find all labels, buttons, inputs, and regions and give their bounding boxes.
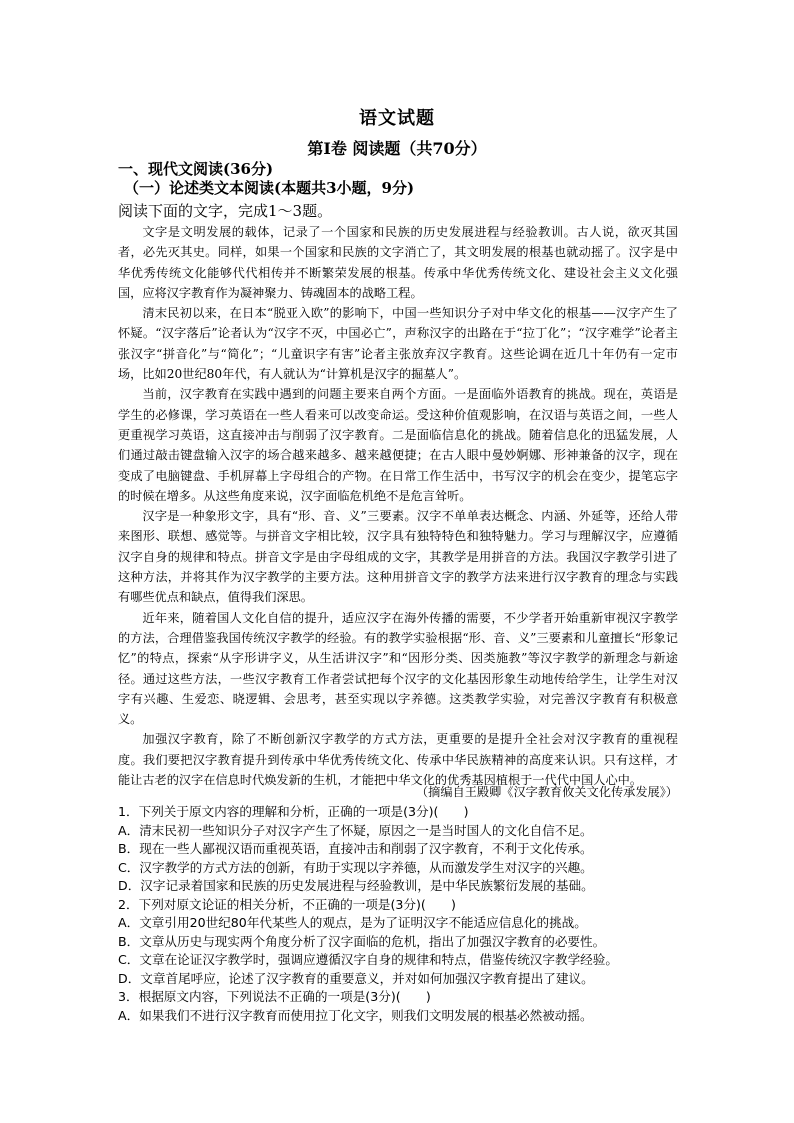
question-stem: 1．下列关于原文内容的理解和分析，正确的一项是(3分)( )	[118, 804, 469, 819]
passage-paragraph: 汉字是一种象形文字，具有“形、音、义”三要素。汉字不单单表达概念、内涵、外延等，还给人带来图形、联想、感觉等。与拼音文字相比较，汉字具有独特特色和独特魅力。学习与理解汉字，应遵循汉字自身的规律和特点。拼音文字是由字母组成的文字，其教学是用拼音的方法。我国汉字教学引进了这种方法，并将其作为汉字教学的主要方法。这种用拼音文字的教学方法来进行汉字教育的理念与实践有哪些优点和缺点，值得我们深思。	[118, 509, 678, 605]
answer-option: D．汉字记录着国家和民族的历史发展进程与经验教训，是中华民族繁衍发展的基础。	[118, 878, 594, 893]
passage-paragraph: 加强汉字教育，除了不断创新汉字教学的方式方法，更重要的是提升全社会对汉字教育的重视程度。我们要把汉字教育提升到传承中华优秀传统文化、传承中华民族精神的高度来认识。只有这样，才能让古老的汉字在信息时代焕发新的生机，才能把中华文化的优秀基因植根于一代代中国人心中。	[118, 732, 678, 788]
answer-option: B．文章从历史与现实两个角度分析了汉字面临的危机，指出了加强汉字教育的必要性。	[118, 933, 606, 949]
answer-option: A．如果我们不进行汉字教育而使用拉丁化文字，则我们文明发展的根基必然被动摇。	[118, 1007, 593, 1023]
passage-paragraph: 文字是文明发展的载体，记录了一个国家和民族的历史发展进程与经验教训。古人说，欲灭其国者，必先灭其史。同样，如果一个国家和民族的文字消亡了，其文明发展的根基也就动摇了。汉字是中华优秀传统文化能够代代相传并不断繁荣发展的根基。传承中华优秀传统文化、建设社会主义文化强国，应将汉字教育作为凝神聚力、铸魂固本的战略工程。	[118, 225, 678, 300]
question-stem: 2．下列对原文论证的相关分析，不正确的一项是(3分)( )	[118, 896, 456, 912]
page-title: 语文试题	[359, 108, 435, 129]
passage-paragraph: 清末民初以来，在日本“脱亚入欧”的影响下，中国一些知识分子对中华文化的根基——汉字产生了怀疑。“汉字落后”论者认为“汉字不灭，中国必亡”，声称汉字的出路在于“拉丁化”；“汉字难学”论者主张汉字“拼音化”与“简化”；“儿童识字有害”论者主张放弃汉字教育。这些论调在近几十年仍有一定市场，比如20世纪80年代，有人就认为“计算机是汉字的掘墓人”。	[118, 306, 678, 382]
subsection-heading: （一）论述类文本阅读(本题共3小题，9分)	[124, 179, 415, 197]
answer-option: A．清末民初一些知识分子对汉字产生了怀疑，原因之一是当时国人的文化自信不足。	[118, 822, 593, 838]
question-list	[118, 803, 678, 1025]
passage-paragraph: 近年来，随着国人文化自信的提升，适应汉字在海外传播的需要，不少学者开始重新审视汉字教学的方法，合理借鉴我国传统汉字教学的经验。有的教学实验根据“形、音、义”三要素和儿童擅长“形象记忆”的特点，探索“从字形讲字义，从生活讲汉字”和“因形分类、因类施教”等汉字教学的新理念与新途径。通过这些方法，一些汉字教育工作者尝试把每个汉字的文化基因形象生动地传给学生，让学生对汉字有兴趣、生爱恋、晓逻辑、会思考，甚至实现以字养德。这类教学实验，对完善汉字教育有积极意义。	[118, 610, 678, 727]
reading-instruction: 阅读下面的文字，完成1～3题。	[118, 202, 333, 220]
answer-option: A．文章引用20世纪80年代某些人的观点，是为了证明汉字不能适应信息化的挑战。	[118, 915, 587, 930]
reading-passage	[118, 222, 678, 790]
answer-option: C．汉字教学的方式方法的创新，有助于实现以字养德，从而激发学生对汉字的兴趣。	[118, 859, 593, 875]
answer-option: D．文章首尾呼应，论述了汉字教育的重要意义，并对如何加强汉字教育提出了建议。	[118, 970, 594, 986]
volume-title: 第Ⅰ卷 阅读题（共70分）	[307, 139, 487, 158]
section-heading: 一、现代文阅读(36分)	[118, 160, 274, 178]
passage-paragraph: 当前，汉字教育在实践中遇到的问题主要来自两个方面。一是面临外语教育的挑战。现在，英语是学生的必修课，学习英语在一些人看来可以改变命运。受这种价值观影响，在汉语与英语之间，一些人更重视学习英语，这直接冲击与削弱了汉字教育。二是面临信息化的挑战。随着信息化的迅猛发展，人们通过敲击键盘输入汉字的场合越来越多、越来越便捷；在古人眼中曼妙婀娜、形神兼备的汉字，现在变成了电脑键盘、手机屏幕上字母组合的产物。在日常工作生活中，书写汉字的机会在变少，提笔忘字的时候在增多。从这些角度来说，汉字面临危机绝不是危言耸听。	[118, 387, 678, 503]
answer-option: C．文章在论证汉字教学时，强调应遵循汉字自身的规律和特点，借鉴传统汉字教学经验。	[118, 952, 618, 967]
question-stem: 3．根据原文内容，下列说法不正确的一项是(3分)( )	[118, 989, 431, 1004]
passage-source: （摘编自王殿卿《汉字教育攸关文化传承发展》）	[415, 785, 678, 799]
answer-option: B．现在一些人鄙视汉语而重视英语，直接冲击和削弱了汉字教育，不利于文化传承。	[118, 841, 593, 856]
